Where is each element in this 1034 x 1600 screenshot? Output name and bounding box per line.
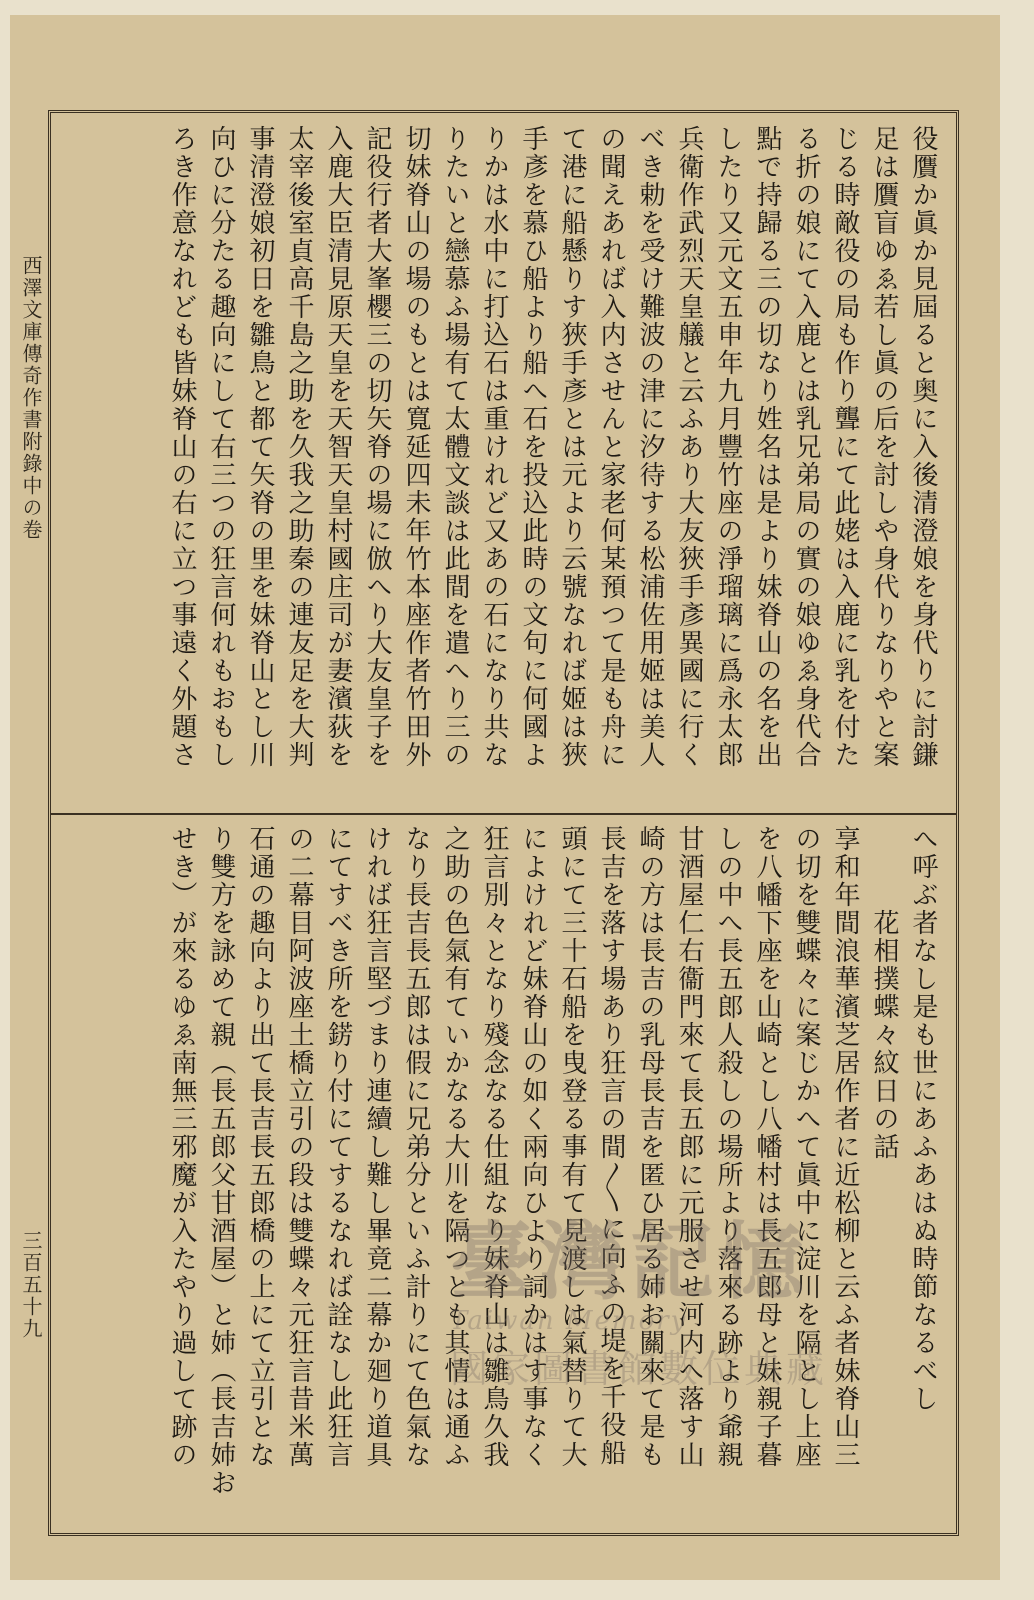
text-column: 兵衛作武烈天皇艤と云ふあり大友狹手彥異國に行く	[674, 125, 704, 769]
text-column: によけれど妹脊山の如く兩向ひより詞かはす事なく	[518, 825, 548, 1469]
text-frame	[48, 110, 959, 1536]
upper-text-block	[65, 125, 942, 805]
text-column: 石通の趣向より出て長吉長五郎橋の上にて立引とな	[245, 825, 275, 1469]
text-column: 切妹脊山の場のもとは寬延四未年竹本座作者竹田外	[401, 125, 431, 769]
text-column: 甘酒屋仁右衞門來て長五郎に元服させ河内へ落す山	[674, 825, 704, 1469]
book-page	[10, 15, 1000, 1580]
text-column: 入鹿大臣清見原天皇を天智天皇村國庄司が妻濱荻を	[323, 125, 353, 769]
text-column: 足は贋盲ゆゑ若し眞の后を討しや身代りなりやと案	[869, 125, 899, 769]
watermark-logo-text: 臺灣記憶	[450, 1212, 811, 1311]
text-column: せき）が來るゆゑ南無三邪魔が入たやり過して跡の	[167, 825, 197, 1469]
text-column: 頭にて三十石船を曳登る事有て見渡しは氣替りて大	[557, 825, 587, 1469]
text-column: て港に船懸りす狹手彥とは元より云號なれば姬は狹	[557, 125, 587, 769]
text-column: 長吉を落す場あり狂言の間〳〵に向ふの堤を千役船	[596, 825, 626, 1467]
text-column: 花相撲蝶々紋日の話	[869, 825, 899, 1161]
text-column: る折の娘にて入鹿とは乳兄弟局の實の娘ゆゑ身代合	[791, 125, 821, 769]
text-column: 事清澄娘初日を雛鳥と都て矢脊の里を妹脊山とし川	[245, 125, 275, 769]
text-column: り雙方を詠めて親（長五郎父甘酒屋）と姉（長吉姉お	[206, 825, 236, 1497]
text-column: 崎の方は長吉の乳母長吉を匿ひ居る姉お關來て是も	[635, 825, 665, 1469]
text-column: を八幡下座を山崎とし八幡村は長五郎母と妹親子暮	[752, 825, 782, 1469]
lower-text-block	[65, 825, 942, 1525]
text-column: 手彥を慕ひ船より船へ石を投込此時の文句に何國よ	[518, 125, 548, 769]
text-column: 太宰後室貞高千島之助を久我之助秦の連友足を大判	[284, 125, 314, 769]
text-column: の二幕目阿波座土橋立引の段は雙蝶々元狂言昔米萬	[284, 825, 314, 1469]
running-title: 西澤文庫傳奇作書附錄中の卷	[19, 255, 43, 541]
text-column: 向ひに分たる趣向にして右三つの狂言何れもおもし	[206, 125, 236, 769]
text-column: の聞えあれば入内させんと家老何某預つて是も舟に	[596, 125, 626, 769]
text-column: へ呼ぶ者なし是も世にあふあはぬ時節なるべし	[908, 825, 938, 1413]
text-column: 點で持歸る三の切なり姓名は是より妹脊山の名を出	[752, 125, 782, 769]
text-column: 狂言別々となり殘念なる仕組なり妹脊山は雛鳥久我	[479, 825, 509, 1469]
watermark-subtitle: Taiwan Memory	[450, 1306, 688, 1336]
text-column: 之助の色氣有ていかなる大川を隔つとも其情は通ふ	[440, 825, 470, 1469]
text-column: りたいと戀慕ふ場有て太體文談は此間を遣へり三の	[440, 125, 470, 769]
text-column: べき勅を受け難波の津に汐待する松浦佐用姬は美人	[635, 125, 665, 769]
watermark-caption: 國家圖書館數位典藏	[450, 1347, 829, 1391]
text-column: 役贋か眞か見屆ると奥に入後清澄娘を身代りに討鎌	[908, 125, 938, 769]
text-column: なり長吉長五郎は假に兄弟分といふ計りにて色氣な	[401, 825, 431, 1469]
text-column: りかは水中に打込石は重けれど又あの石になり共な	[479, 125, 509, 769]
text-column: じる時敵役の局も作り聾にて此姥は入鹿に乳を付た	[830, 125, 860, 769]
page-number: 三百五十九	[19, 1230, 43, 1340]
text-column: ろき作意なれども皆妹脊山の右に立つ事遠く外題さ	[167, 125, 197, 769]
text-column: 享和年間浪華濱芝居作者に近松柳と云ふ者妹脊山三	[830, 825, 860, 1469]
text-column: したり又元文五申年九月豐竹座の淨瑠璃に爲永太郎	[713, 125, 743, 769]
text-column: にてすべき所を錺り付にてするなれば詮なし此狂言	[323, 825, 353, 1469]
text-column: ければ狂言堅づまり連續し難し畢竟二幕か廻り道具	[362, 825, 392, 1469]
text-column: しの中へ長五郎人殺しの場所より落來る跡より爺親	[713, 825, 743, 1469]
section-divider	[51, 813, 956, 815]
text-column: 記役行者大峯櫻三の切矢脊の場に倣へり大友皇子を	[362, 125, 392, 769]
text-column: の切を雙蝶々に案じかへて眞中に淀川を隔とし上座	[791, 825, 821, 1469]
